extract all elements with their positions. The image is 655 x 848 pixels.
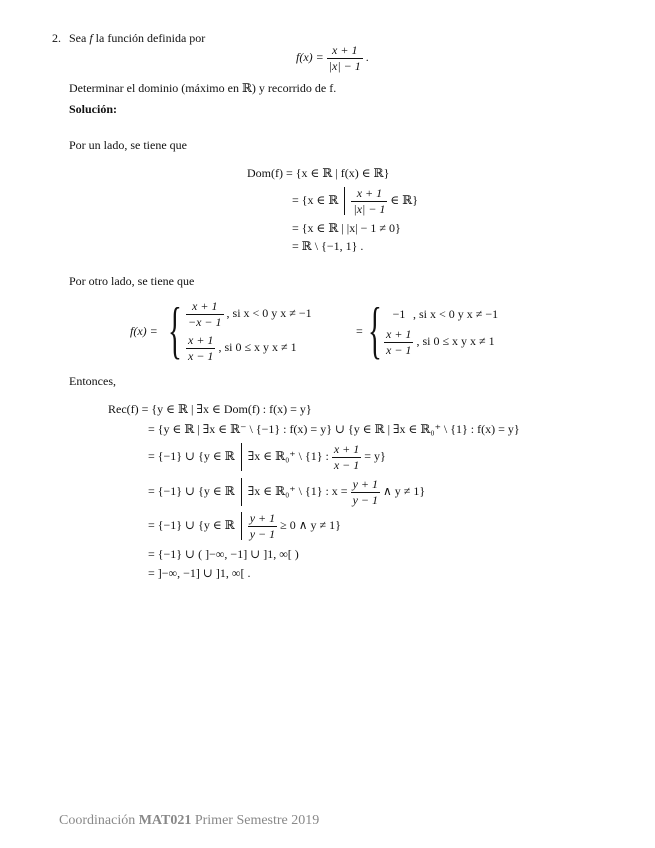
case-2 bbox=[186, 334, 297, 362]
case-1 bbox=[186, 300, 312, 328]
such-that-bar bbox=[344, 187, 345, 215]
range-line-5-denominator: y − 1 bbox=[249, 526, 276, 541]
range-line-6: = {−1} ∪ ( ]−∞, −1] ∪ ]1, ∞[ ) bbox=[148, 547, 299, 561]
range-line-3-denominator: x − 1 bbox=[333, 457, 360, 472]
definition-numerator: x + 1 bbox=[327, 44, 363, 59]
range-line-5-post: ≥ 0 ∧ y ≠ 1} bbox=[280, 517, 341, 532]
left-brace: { bbox=[168, 294, 182, 365]
range-line-7: = ]−∞, −1] ∪ ]1, ∞[ . bbox=[148, 566, 251, 580]
case-1-condition: , si x < 0 y x ≠ −1 bbox=[226, 305, 312, 320]
problem-number: 2. bbox=[52, 31, 61, 45]
domain-denominator: |x| − 1 bbox=[353, 201, 386, 216]
range-line-4-pre: = {−1} ∪ {y ∈ ℝ bbox=[148, 483, 235, 498]
domain-line-1: Dom(f) = {x ∈ ℝ | f(x) ∈ ℝ} bbox=[247, 166, 390, 180]
case-2-condition: , si 0 ≤ x y x ≠ 1 bbox=[218, 339, 297, 354]
definition-fraction bbox=[327, 44, 363, 72]
simplified-case-2 bbox=[384, 328, 495, 356]
domain-numerator: x + 1 bbox=[351, 187, 387, 202]
range-line-4-fraction bbox=[351, 478, 380, 506]
case-1-denominator: −x − 1 bbox=[188, 314, 222, 329]
range-line-4-denominator: y − 1 bbox=[352, 492, 379, 507]
range-line-3-pre: = {−1} ∪ {y ∈ ℝ bbox=[148, 448, 235, 463]
case-2-fraction bbox=[186, 334, 215, 362]
such-that-bar bbox=[241, 478, 242, 506]
right-brace: { bbox=[368, 294, 382, 365]
such-that-bar bbox=[241, 512, 242, 540]
case-2-denominator: x − 1 bbox=[188, 348, 214, 363]
footer-coordination: Coordinación bbox=[59, 813, 136, 828]
case-1-numerator: x + 1 bbox=[186, 300, 224, 315]
footer bbox=[59, 814, 319, 828]
range-line-3-mid: ∃x ∈ ℝ₀⁺ \ {1} : bbox=[247, 448, 329, 463]
range-line-3-post: = y} bbox=[364, 448, 386, 463]
range-line-5-pre: = {−1} ∪ {y ∈ ℝ bbox=[148, 517, 235, 532]
range-intro: Entonces, bbox=[69, 374, 116, 388]
domain-line-4: = ℝ \ {−1, 1} . bbox=[292, 239, 364, 253]
function-symbol: f bbox=[89, 31, 93, 45]
range-line-4 bbox=[148, 478, 425, 506]
intro-text-a: Sea bbox=[69, 31, 90, 45]
domain-fraction bbox=[351, 187, 387, 215]
simplified-case-2-fraction bbox=[384, 328, 413, 356]
definition-lhs: f(x) = bbox=[296, 49, 324, 64]
problem-intro bbox=[69, 32, 205, 44]
task-statement: Determinar el dominio (máximo en ℝ) y recorrido de f. bbox=[69, 81, 337, 95]
range-line-2: = {y ∈ ℝ | ∃x ∈ ℝ⁻ \ {−1} : f(x) = y} ∪ {y ∈ ℝ | ∃x ∈ ℝ₀⁺ \ {1} : f(x) = y} bbox=[148, 422, 520, 436]
simplified-case-1-condition: , si x < 0 y x ≠ −1 bbox=[413, 307, 499, 321]
range-line-3-numerator: x + 1 bbox=[333, 442, 360, 456]
range-line-4-mid: ∃x ∈ ℝ₀⁺ \ {1} : x = bbox=[247, 483, 348, 498]
definition-period: . bbox=[365, 49, 369, 64]
range-line-4-post: ∧ y ≠ 1} bbox=[383, 483, 426, 498]
piecewise-equals: = bbox=[356, 324, 363, 338]
range-line-3-fraction bbox=[332, 443, 361, 471]
domain-line-2 bbox=[292, 187, 418, 215]
piecewise-intro: Por otro lado, se tiene que bbox=[69, 274, 195, 288]
range-line-5-numerator: y + 1 bbox=[249, 511, 276, 525]
range-line-5 bbox=[148, 512, 341, 540]
simplified-case-1 bbox=[388, 308, 498, 320]
range-line-1: Rec(f) = {y ∈ ℝ | ∃x ∈ Dom(f) : f(x) = y} bbox=[108, 402, 312, 416]
case-2-numerator: x + 1 bbox=[188, 333, 214, 347]
domain-line-2-pre: = {x ∈ ℝ bbox=[292, 192, 339, 207]
footer-course-code: MAT021 bbox=[138, 813, 192, 828]
range-line-4-numerator: y + 1 bbox=[352, 477, 379, 491]
such-that-bar bbox=[241, 443, 242, 471]
piecewise-lhs: f(x) = bbox=[130, 324, 158, 338]
domain-line-3: = {x ∈ ℝ | |x| − 1 ≠ 0} bbox=[292, 221, 401, 235]
range-line-3 bbox=[148, 443, 386, 471]
simplified-case-1-value: −1 bbox=[392, 307, 406, 321]
domain-line-2-post: ∈ ℝ} bbox=[390, 192, 419, 207]
simplified-case-2-numerator: x + 1 bbox=[386, 327, 412, 341]
case-1-fraction bbox=[186, 300, 224, 328]
function-definition bbox=[296, 44, 369, 72]
footer-semester: Primer Semestre 2019 bbox=[194, 813, 320, 828]
definition-denominator: |x| − 1 bbox=[328, 58, 361, 73]
intro-text-b: la función definida por bbox=[92, 31, 206, 45]
range-line-5-fraction bbox=[248, 512, 277, 540]
domain-intro: Por un lado, se tiene que bbox=[69, 138, 187, 152]
simplified-case-2-denominator: x − 1 bbox=[386, 342, 412, 357]
solution-label: Solución: bbox=[69, 102, 118, 116]
simplified-case-2-condition: , si 0 ≤ x y x ≠ 1 bbox=[416, 333, 495, 348]
